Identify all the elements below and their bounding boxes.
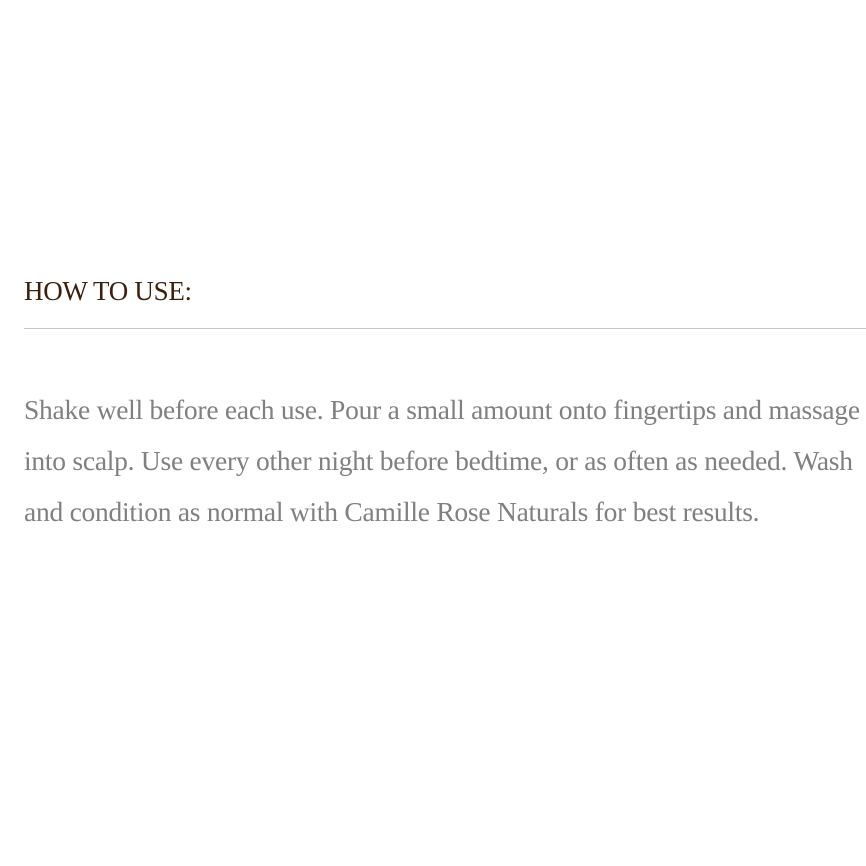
how-to-use-section	[24, 272, 866, 537]
section-heading: HOW TO USE:	[24, 276, 192, 306]
section-divider	[24, 328, 866, 329]
usage-instructions: Shake well before each use. Pour a small amount onto fingertips and massage into scalp. Use every other night before bedtime, or as often as needed. Wash and condition as normal with Camille Rose Naturals for best results.	[24, 394, 860, 527]
